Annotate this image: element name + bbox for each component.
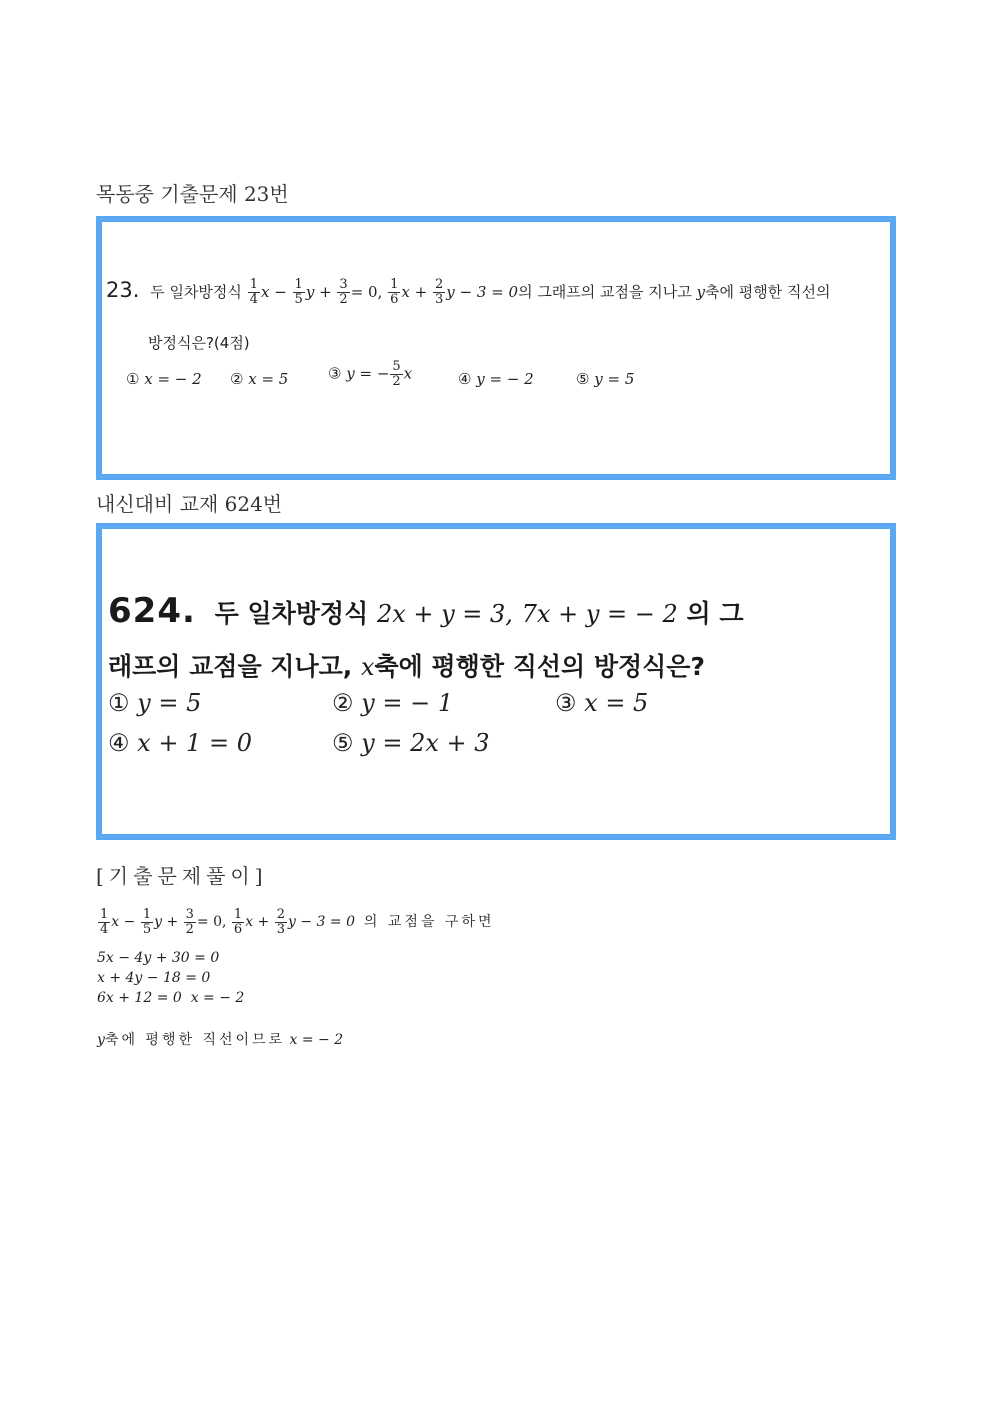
solution-line-1: $\frac{1}{4}$ x − $\frac{1}{5}$ y + $\frac{3}{2}$ = 0, $\frac{1}{6}$ x + $\frac{2}{3}$ y − 3 = 0 의 교점을 구하면 (100, 907, 495, 937)
problem-23-option-4: ④ y = − 2 (458, 370, 534, 388)
equation-term: x + (401, 283, 428, 301)
fraction: $\frac{1}{5}$ (294, 277, 303, 307)
fraction: $\frac{3}{2}$ (339, 277, 348, 307)
fraction: $\frac{2}{3}$ (435, 277, 444, 307)
problem-number: 624. (108, 591, 196, 631)
equation-term: = 0, (350, 283, 383, 301)
problem-23-option-1: ① x = − 2 (126, 370, 202, 388)
problem-23-line1 (106, 278, 831, 307)
equation-term: y − 3 = 0 (446, 283, 519, 301)
fraction: $\frac{1}{4}$ (249, 277, 258, 307)
problem-624-line1 (108, 591, 744, 631)
problem-624-option-2: ② y = − 1 (332, 689, 454, 717)
heading-textbook-problem: 내신대비 교재 624번 (96, 492, 283, 516)
problem-text: 의 그 (686, 599, 744, 628)
problem-624-box (96, 523, 896, 840)
equation: 2x + y = 3, (376, 600, 513, 628)
variable: y (696, 283, 706, 301)
problem-624-line2: 래프의 교점을 지나고, x축에 평행한 직선의 방정식은? (108, 652, 705, 681)
equation-term: x − (260, 283, 287, 301)
problem-text: 축에 평행한 직선의 (705, 283, 831, 301)
problem-23-box (96, 216, 896, 480)
solution-line-4: 6x + 12 = 0 x = − 2 (97, 990, 245, 1006)
solution-line-2: 5x − 4y + 30 = 0 (97, 950, 220, 966)
problem-624-option-1: ① y = 5 (108, 689, 202, 717)
equation-term: y + (305, 283, 332, 301)
problem-624-option-3: ③ x = 5 (555, 689, 649, 717)
problem-23-line2: 방정식은?(4점) (148, 334, 250, 352)
heading-solution: [기출문제풀이] (96, 864, 268, 888)
problem-23-option-2: ② x = 5 (230, 370, 289, 388)
solution-line-5: y축에 평행한 직선이므로 x = − 2 (97, 1032, 344, 1048)
problem-624-option-5: ⑤ y = 2x + 3 (332, 729, 490, 757)
problem-23-option-5: ⑤ y = 5 (576, 370, 635, 388)
problem-number: 23. (106, 278, 140, 302)
equation: 7x + y = − 2 (521, 600, 678, 628)
variable: x (360, 653, 375, 681)
fraction: $\frac{1}{6}$ (390, 277, 399, 307)
problem-23-option-3: ③ y = − $\frac{5}{2}$ x (328, 359, 413, 389)
problem-text: 두 일차방정식 (214, 599, 369, 628)
problem-624-option-4: ④ x + 1 = 0 (108, 729, 252, 757)
solution-line-3: x + 4y − 18 = 0 (97, 970, 211, 986)
heading-source-problem: 목동중 기출문제 23번 (96, 182, 289, 206)
problem-text: 두 일차방정식 (150, 283, 242, 301)
problem-text: 의 그래프의 교점을 지나고 (518, 283, 692, 301)
